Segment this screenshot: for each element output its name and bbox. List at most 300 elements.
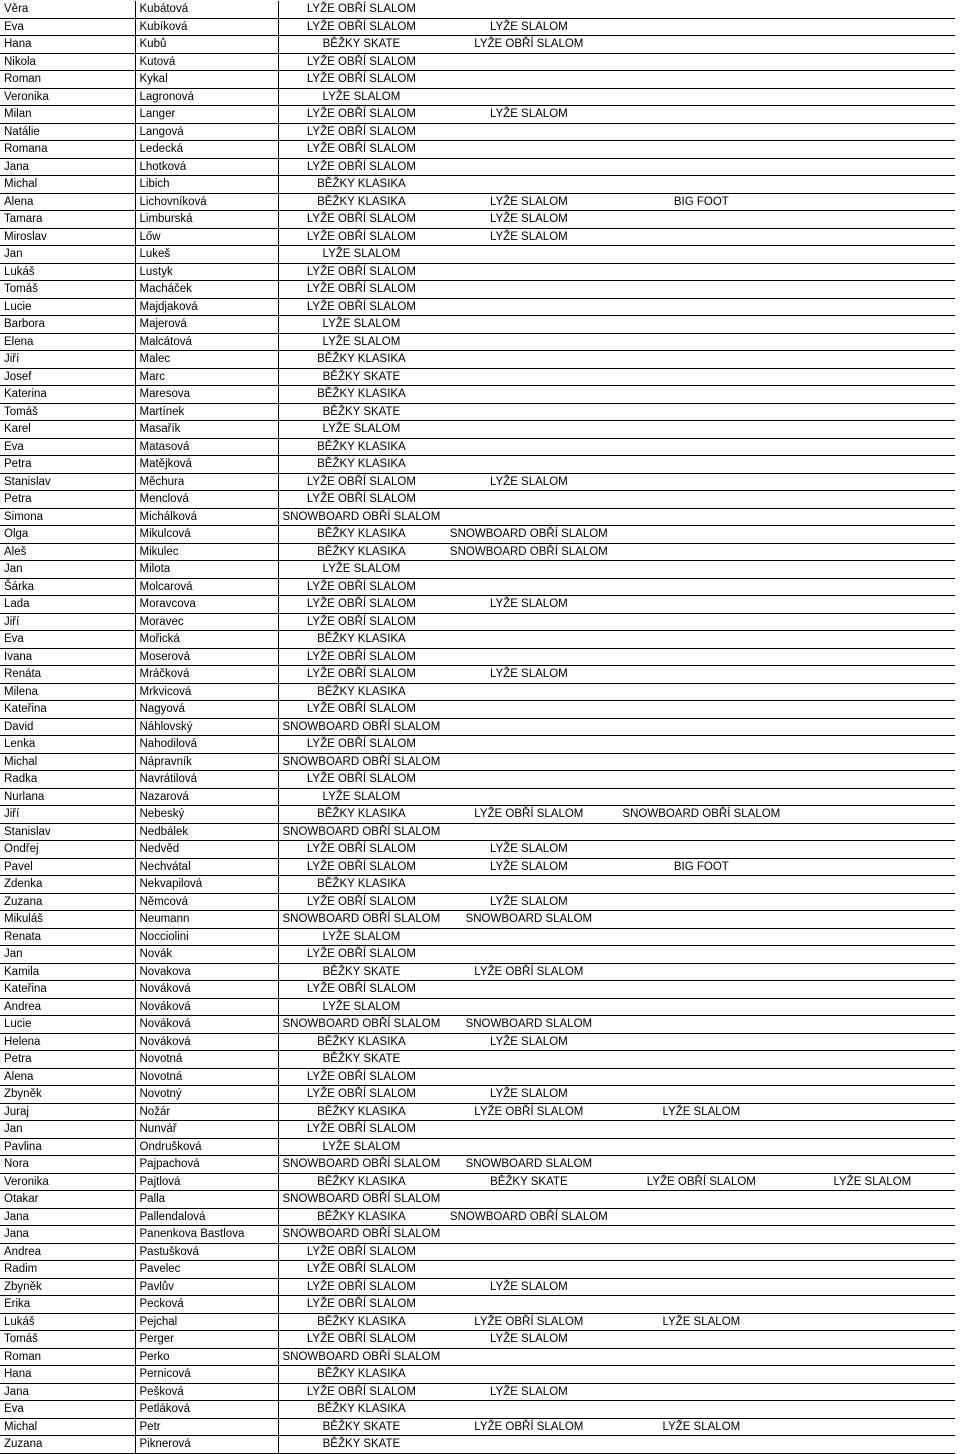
last-name-cell: Kutová <box>135 53 278 71</box>
discipline-2-cell: LYŽE SLALOM <box>440 193 613 211</box>
last-name-cell: Martínek <box>135 403 278 421</box>
last-name-cell: Nebeský <box>135 806 278 824</box>
last-name-cell: Panenkova Bastlova <box>135 1226 278 1244</box>
discipline-3-cell <box>613 246 785 264</box>
discipline-2-cell: SNOWBOARD SLALOM <box>440 911 613 929</box>
table-row <box>0 963 955 981</box>
discipline-3-cell <box>613 368 785 386</box>
first-name-cell: Radka <box>0 771 135 789</box>
first-name-cell: Lucie <box>0 1016 135 1034</box>
table-row <box>0 526 955 544</box>
discipline-3-cell <box>613 1138 785 1156</box>
last-name-cell: Mikulec <box>135 543 278 561</box>
last-name-cell: Lhotková <box>135 158 278 176</box>
discipline-1-cell: LYŽE SLALOM <box>278 421 440 439</box>
table-row <box>0 158 955 176</box>
discipline-4-cell <box>785 53 955 71</box>
table-row <box>0 1278 955 1296</box>
discipline-4-cell <box>785 1016 955 1034</box>
discipline-4-cell <box>785 1313 955 1331</box>
table-row <box>0 333 955 351</box>
discipline-1-cell: LYŽE OBŘÍ SLALOM <box>278 613 440 631</box>
first-name-cell: Jana <box>0 1208 135 1226</box>
discipline-3-cell: BIG FOOT <box>613 858 785 876</box>
discipline-2-cell: LYŽE SLALOM <box>440 106 613 124</box>
first-name-cell: Katerina <box>0 386 135 404</box>
discipline-4-cell <box>785 456 955 474</box>
first-name-cell: Lada <box>0 596 135 614</box>
discipline-4-cell <box>785 316 955 334</box>
last-name-cell: Michálková <box>135 508 278 526</box>
table-row <box>0 1261 955 1279</box>
last-name-cell: Nováková <box>135 998 278 1016</box>
discipline-4-cell <box>785 981 955 999</box>
table-row <box>0 1103 955 1121</box>
first-name-cell: Pavel <box>0 858 135 876</box>
last-name-cell: Nováková <box>135 1033 278 1051</box>
discipline-3-cell <box>613 421 785 439</box>
first-name-cell: Eva <box>0 18 135 36</box>
table-row <box>0 473 955 491</box>
table-row <box>0 1331 955 1349</box>
discipline-1-cell: LYŽE OBŘÍ SLALOM <box>278 666 440 684</box>
last-name-cell: Majdjaková <box>135 298 278 316</box>
discipline-1-cell: LYŽE SLALOM <box>278 333 440 351</box>
discipline-2-cell <box>440 281 613 299</box>
discipline-4-cell <box>785 1436 955 1454</box>
last-name-cell: Matějková <box>135 456 278 474</box>
discipline-2-cell: LYŽE SLALOM <box>440 1383 613 1401</box>
discipline-1-cell: LYŽE OBŘÍ SLALOM <box>278 1121 440 1139</box>
discipline-1-cell: BĚŽKY KLASIKA <box>278 1103 440 1121</box>
discipline-3-cell: SNOWBOARD OBŘÍ SLALOM <box>613 806 785 824</box>
table-row <box>0 648 955 666</box>
first-name-cell: Kamila <box>0 963 135 981</box>
discipline-3-cell <box>613 491 785 509</box>
first-name-cell: Eva <box>0 631 135 649</box>
first-name-cell: Jiří <box>0 806 135 824</box>
discipline-2-cell <box>440 718 613 736</box>
last-name-cell: Mořická <box>135 631 278 649</box>
discipline-3-cell <box>613 1191 785 1209</box>
discipline-2-cell <box>440 456 613 474</box>
discipline-1-cell: LYŽE OBŘÍ SLALOM <box>278 578 440 596</box>
table-row <box>0 578 955 596</box>
first-name-cell: Šárka <box>0 578 135 596</box>
discipline-1-cell: LYŽE OBŘÍ SLALOM <box>278 1296 440 1314</box>
first-name-cell: Jana <box>0 158 135 176</box>
discipline-2-cell <box>440 578 613 596</box>
first-name-cell: Nikola <box>0 53 135 71</box>
first-name-cell: Zbyněk <box>0 1086 135 1104</box>
discipline-2-cell <box>440 421 613 439</box>
last-name-cell: Nagyová <box>135 701 278 719</box>
discipline-3-cell <box>613 36 785 54</box>
last-name-cell: Pejchal <box>135 1313 278 1331</box>
discipline-1-cell: LYŽE OBŘÍ SLALOM <box>278 141 440 159</box>
table-row <box>0 841 955 859</box>
last-name-cell: Ondrušková <box>135 1138 278 1156</box>
discipline-3-cell <box>613 893 785 911</box>
discipline-4-cell <box>785 141 955 159</box>
discipline-2-cell <box>440 491 613 509</box>
discipline-2-cell <box>440 788 613 806</box>
last-name-cell: Matasová <box>135 438 278 456</box>
last-name-cell: Macháček <box>135 281 278 299</box>
last-name-cell: Náhlovský <box>135 718 278 736</box>
first-name-cell: Lucie <box>0 298 135 316</box>
discipline-2-cell: LYŽE OBŘÍ SLALOM <box>440 1103 613 1121</box>
discipline-4-cell <box>785 421 955 439</box>
discipline-2-cell <box>440 246 613 264</box>
discipline-3-cell <box>613 228 785 246</box>
discipline-1-cell: LYŽE OBŘÍ SLALOM <box>278 1 440 18</box>
table-row <box>0 1051 955 1069</box>
discipline-1-cell: LYŽE OBŘÍ SLALOM <box>278 298 440 316</box>
discipline-4-cell <box>785 1086 955 1104</box>
first-name-cell: Eva <box>0 1401 135 1419</box>
discipline-2-cell <box>440 368 613 386</box>
table-row <box>0 998 955 1016</box>
first-name-cell: Roman <box>0 1348 135 1366</box>
discipline-2-cell: SNOWBOARD SLALOM <box>440 1156 613 1174</box>
discipline-3-cell <box>613 648 785 666</box>
discipline-2-cell <box>440 823 613 841</box>
discipline-3-cell <box>613 351 785 369</box>
last-name-cell: Pernicová <box>135 1366 278 1384</box>
discipline-3-cell <box>613 1383 785 1401</box>
table-row <box>0 613 955 631</box>
first-name-cell: Michal <box>0 1418 135 1436</box>
discipline-4-cell <box>785 36 955 54</box>
discipline-4-cell <box>785 298 955 316</box>
discipline-2-cell <box>440 648 613 666</box>
discipline-1-cell: LYŽE SLALOM <box>278 316 440 334</box>
table-row <box>0 1436 955 1454</box>
last-name-cell: Nováková <box>135 981 278 999</box>
last-name-cell: Kykal <box>135 71 278 89</box>
last-name-cell: Nedbálek <box>135 823 278 841</box>
discipline-4-cell <box>785 543 955 561</box>
first-name-cell: Mikuláš <box>0 911 135 929</box>
last-name-cell: Neumann <box>135 911 278 929</box>
discipline-2-cell: SNOWBOARD OBŘÍ SLALOM <box>440 1208 613 1226</box>
table-row <box>0 1033 955 1051</box>
first-name-cell: Jana <box>0 1383 135 1401</box>
first-name-cell: Zbyněk <box>0 1278 135 1296</box>
discipline-4-cell <box>785 718 955 736</box>
discipline-2-cell <box>440 1296 613 1314</box>
discipline-4-cell <box>785 858 955 876</box>
discipline-4-cell <box>785 963 955 981</box>
discipline-3-cell <box>613 1226 785 1244</box>
discipline-4-cell <box>785 1121 955 1139</box>
discipline-3-cell <box>613 998 785 1016</box>
discipline-2-cell <box>440 613 613 631</box>
table-row <box>0 701 955 719</box>
first-name-cell: Hana <box>0 1366 135 1384</box>
discipline-2-cell <box>440 1051 613 1069</box>
first-name-cell: Lukáš <box>0 1313 135 1331</box>
discipline-4-cell <box>785 1 955 18</box>
table-row <box>0 1086 955 1104</box>
discipline-2-cell: LYŽE SLALOM <box>440 596 613 614</box>
table-row <box>0 1 955 18</box>
table-row <box>0 1348 955 1366</box>
discipline-3-cell <box>613 1208 785 1226</box>
first-name-cell: Jiří <box>0 613 135 631</box>
table-row <box>0 981 955 999</box>
discipline-1-cell: BĚŽKY KLASIKA <box>278 1313 440 1331</box>
discipline-3-cell <box>613 88 785 106</box>
first-name-cell: Ivana <box>0 648 135 666</box>
discipline-2-cell <box>440 876 613 894</box>
discipline-3-cell <box>613 613 785 631</box>
discipline-1-cell: BĚŽKY SKATE <box>278 36 440 54</box>
discipline-3-cell <box>613 1068 785 1086</box>
last-name-cell: Limburská <box>135 211 278 229</box>
discipline-2-cell <box>440 1138 613 1156</box>
discipline-3-cell: LYŽE SLALOM <box>613 1313 785 1331</box>
discipline-2-cell <box>440 771 613 789</box>
first-name-cell: Jana <box>0 1226 135 1244</box>
table-row <box>0 631 955 649</box>
table-row <box>0 421 955 439</box>
discipline-4-cell <box>785 18 955 36</box>
discipline-4-cell <box>785 1208 955 1226</box>
registration-table <box>0 1 955 1454</box>
discipline-1-cell: LYŽE SLALOM <box>278 788 440 806</box>
first-name-cell: Alena <box>0 1068 135 1086</box>
discipline-2-cell <box>440 438 613 456</box>
discipline-3-cell <box>613 438 785 456</box>
discipline-2-cell <box>440 981 613 999</box>
discipline-1-cell: LYŽE OBŘÍ SLALOM <box>278 158 440 176</box>
discipline-2-cell <box>440 1401 613 1419</box>
discipline-4-cell <box>785 88 955 106</box>
discipline-4-cell <box>785 1051 955 1069</box>
discipline-2-cell: LYŽE OBŘÍ SLALOM <box>440 806 613 824</box>
first-name-cell: Petra <box>0 456 135 474</box>
discipline-1-cell: LYŽE OBŘÍ SLALOM <box>278 1261 440 1279</box>
first-name-cell: Zuzana <box>0 1436 135 1454</box>
discipline-3-cell <box>613 928 785 946</box>
last-name-cell: Petr <box>135 1418 278 1436</box>
discipline-2-cell: LYŽE SLALOM <box>440 473 613 491</box>
last-name-cell: Molcarová <box>135 578 278 596</box>
discipline-3-cell <box>613 1331 785 1349</box>
discipline-2-cell <box>440 928 613 946</box>
first-name-cell: Andrea <box>0 998 135 1016</box>
last-name-cell: Pavelec <box>135 1261 278 1279</box>
last-name-cell: Nahodilová <box>135 736 278 754</box>
discipline-4-cell <box>785 1348 955 1366</box>
first-name-cell: Zuzana <box>0 893 135 911</box>
discipline-2-cell <box>440 1226 613 1244</box>
first-name-cell: Elena <box>0 333 135 351</box>
discipline-4-cell <box>785 561 955 579</box>
discipline-2-cell <box>440 386 613 404</box>
first-name-cell: Renata <box>0 928 135 946</box>
discipline-4-cell <box>785 701 955 719</box>
discipline-1-cell: LYŽE OBŘÍ SLALOM <box>278 1383 440 1401</box>
discipline-4-cell <box>785 578 955 596</box>
first-name-cell: Karel <box>0 421 135 439</box>
table-row <box>0 1068 955 1086</box>
discipline-2-cell <box>440 631 613 649</box>
first-name-cell: Veronika <box>0 88 135 106</box>
discipline-1-cell: LYŽE OBŘÍ SLALOM <box>278 701 440 719</box>
first-name-cell: Aleš <box>0 543 135 561</box>
last-name-cell: Milota <box>135 561 278 579</box>
discipline-1-cell: LYŽE OBŘÍ SLALOM <box>278 263 440 281</box>
discipline-1-cell: LYŽE OBŘÍ SLALOM <box>278 771 440 789</box>
table-row <box>0 508 955 526</box>
table-row <box>0 1243 955 1261</box>
last-name-cell: Majerová <box>135 316 278 334</box>
table-row <box>0 946 955 964</box>
discipline-1-cell: LYŽE OBŘÍ SLALOM <box>278 491 440 509</box>
discipline-1-cell: LYŽE OBŘÍ SLALOM <box>278 596 440 614</box>
first-name-cell: Jan <box>0 946 135 964</box>
discipline-4-cell <box>785 1191 955 1209</box>
last-name-cell: Marc <box>135 368 278 386</box>
discipline-4-cell <box>785 613 955 631</box>
discipline-2-cell <box>440 1191 613 1209</box>
discipline-4-cell <box>785 841 955 859</box>
discipline-2-cell <box>440 298 613 316</box>
first-name-cell: Lenka <box>0 736 135 754</box>
discipline-2-cell <box>440 1243 613 1261</box>
last-name-cell: Lukeš <box>135 246 278 264</box>
table-row <box>0 53 955 71</box>
first-name-cell: Michal <box>0 753 135 771</box>
discipline-2-cell: SNOWBOARD OBŘÍ SLALOM <box>440 526 613 544</box>
table-row <box>0 211 955 229</box>
last-name-cell: Pavlův <box>135 1278 278 1296</box>
first-name-cell: Romana <box>0 141 135 159</box>
table-row <box>0 666 955 684</box>
discipline-2-cell <box>440 1261 613 1279</box>
discipline-4-cell <box>785 228 955 246</box>
table-row <box>0 123 955 141</box>
discipline-2-cell <box>440 683 613 701</box>
discipline-1-cell: SNOWBOARD OBŘÍ SLALOM <box>278 1016 440 1034</box>
discipline-1-cell: SNOWBOARD OBŘÍ SLALOM <box>278 508 440 526</box>
discipline-4-cell <box>785 1331 955 1349</box>
last-name-cell: Novakova <box>135 963 278 981</box>
discipline-1-cell: BĚŽKY KLASIKA <box>278 193 440 211</box>
first-name-cell: Milan <box>0 106 135 124</box>
discipline-2-cell <box>440 561 613 579</box>
last-name-cell: Kubů <box>135 36 278 54</box>
discipline-2-cell <box>440 316 613 334</box>
table-row <box>0 1226 955 1244</box>
last-name-cell: Mikulcová <box>135 526 278 544</box>
discipline-3-cell <box>613 333 785 351</box>
discipline-3-cell <box>613 473 785 491</box>
discipline-1-cell: LYŽE SLALOM <box>278 928 440 946</box>
table-row <box>0 141 955 159</box>
discipline-1-cell: BĚŽKY SKATE <box>278 1436 440 1454</box>
discipline-2-cell: LYŽE SLALOM <box>440 1033 613 1051</box>
table-row <box>0 753 955 771</box>
discipline-4-cell <box>785 911 955 929</box>
discipline-3-cell <box>613 561 785 579</box>
discipline-2-cell <box>440 158 613 176</box>
last-name-cell: Měchura <box>135 473 278 491</box>
first-name-cell: Stanislav <box>0 823 135 841</box>
discipline-4-cell <box>785 876 955 894</box>
discipline-2-cell: LYŽE SLALOM <box>440 211 613 229</box>
discipline-4-cell <box>785 1138 955 1156</box>
discipline-3-cell <box>613 1243 785 1261</box>
discipline-4-cell <box>785 281 955 299</box>
table-row <box>0 1138 955 1156</box>
last-name-cell: Novotná <box>135 1068 278 1086</box>
table-row <box>0 736 955 754</box>
first-name-cell: Michal <box>0 176 135 194</box>
last-name-cell: Nekvapilová <box>135 876 278 894</box>
discipline-2-cell: LYŽE OBŘÍ SLALOM <box>440 36 613 54</box>
discipline-4-cell <box>785 683 955 701</box>
discipline-3-cell <box>613 666 785 684</box>
discipline-4-cell <box>785 666 955 684</box>
last-name-cell: Masařík <box>135 421 278 439</box>
first-name-cell: Miroslav <box>0 228 135 246</box>
discipline-4-cell <box>785 631 955 649</box>
table-row <box>0 1383 955 1401</box>
first-name-cell: Pavlina <box>0 1138 135 1156</box>
discipline-3-cell: LYŽE SLALOM <box>613 1418 785 1436</box>
discipline-4-cell <box>785 1226 955 1244</box>
discipline-3-cell <box>613 176 785 194</box>
last-name-cell: Novotná <box>135 1051 278 1069</box>
discipline-3-cell <box>613 18 785 36</box>
last-name-cell: Piknerová <box>135 1436 278 1454</box>
discipline-3-cell <box>613 53 785 71</box>
discipline-4-cell <box>785 491 955 509</box>
first-name-cell: Tomáš <box>0 281 135 299</box>
discipline-1-cell: BĚŽKY KLASIKA <box>278 1033 440 1051</box>
first-name-cell: Kateřina <box>0 701 135 719</box>
table-row <box>0 1208 955 1226</box>
discipline-1-cell: BĚŽKY KLASIKA <box>278 526 440 544</box>
discipline-1-cell: BĚŽKY KLASIKA <box>278 876 440 894</box>
discipline-2-cell <box>440 753 613 771</box>
discipline-1-cell: LYŽE SLALOM <box>278 998 440 1016</box>
discipline-2-cell <box>440 333 613 351</box>
discipline-1-cell: BĚŽKY SKATE <box>278 1418 440 1436</box>
last-name-cell: Pajpachová <box>135 1156 278 1174</box>
discipline-3-cell <box>613 1016 785 1034</box>
discipline-1-cell: SNOWBOARD OBŘÍ SLALOM <box>278 753 440 771</box>
discipline-3-cell <box>613 106 785 124</box>
discipline-2-cell <box>440 71 613 89</box>
discipline-2-cell <box>440 1348 613 1366</box>
first-name-cell: Milena <box>0 683 135 701</box>
discipline-2-cell <box>440 998 613 1016</box>
table-row <box>0 88 955 106</box>
discipline-4-cell <box>785 1418 955 1436</box>
discipline-4-cell <box>785 1033 955 1051</box>
discipline-4-cell <box>785 508 955 526</box>
discipline-1-cell: LYŽE OBŘÍ SLALOM <box>278 281 440 299</box>
last-name-cell: Nocciolini <box>135 928 278 946</box>
discipline-4-cell <box>785 1068 955 1086</box>
discipline-3-cell <box>613 981 785 999</box>
table-row <box>0 106 955 124</box>
